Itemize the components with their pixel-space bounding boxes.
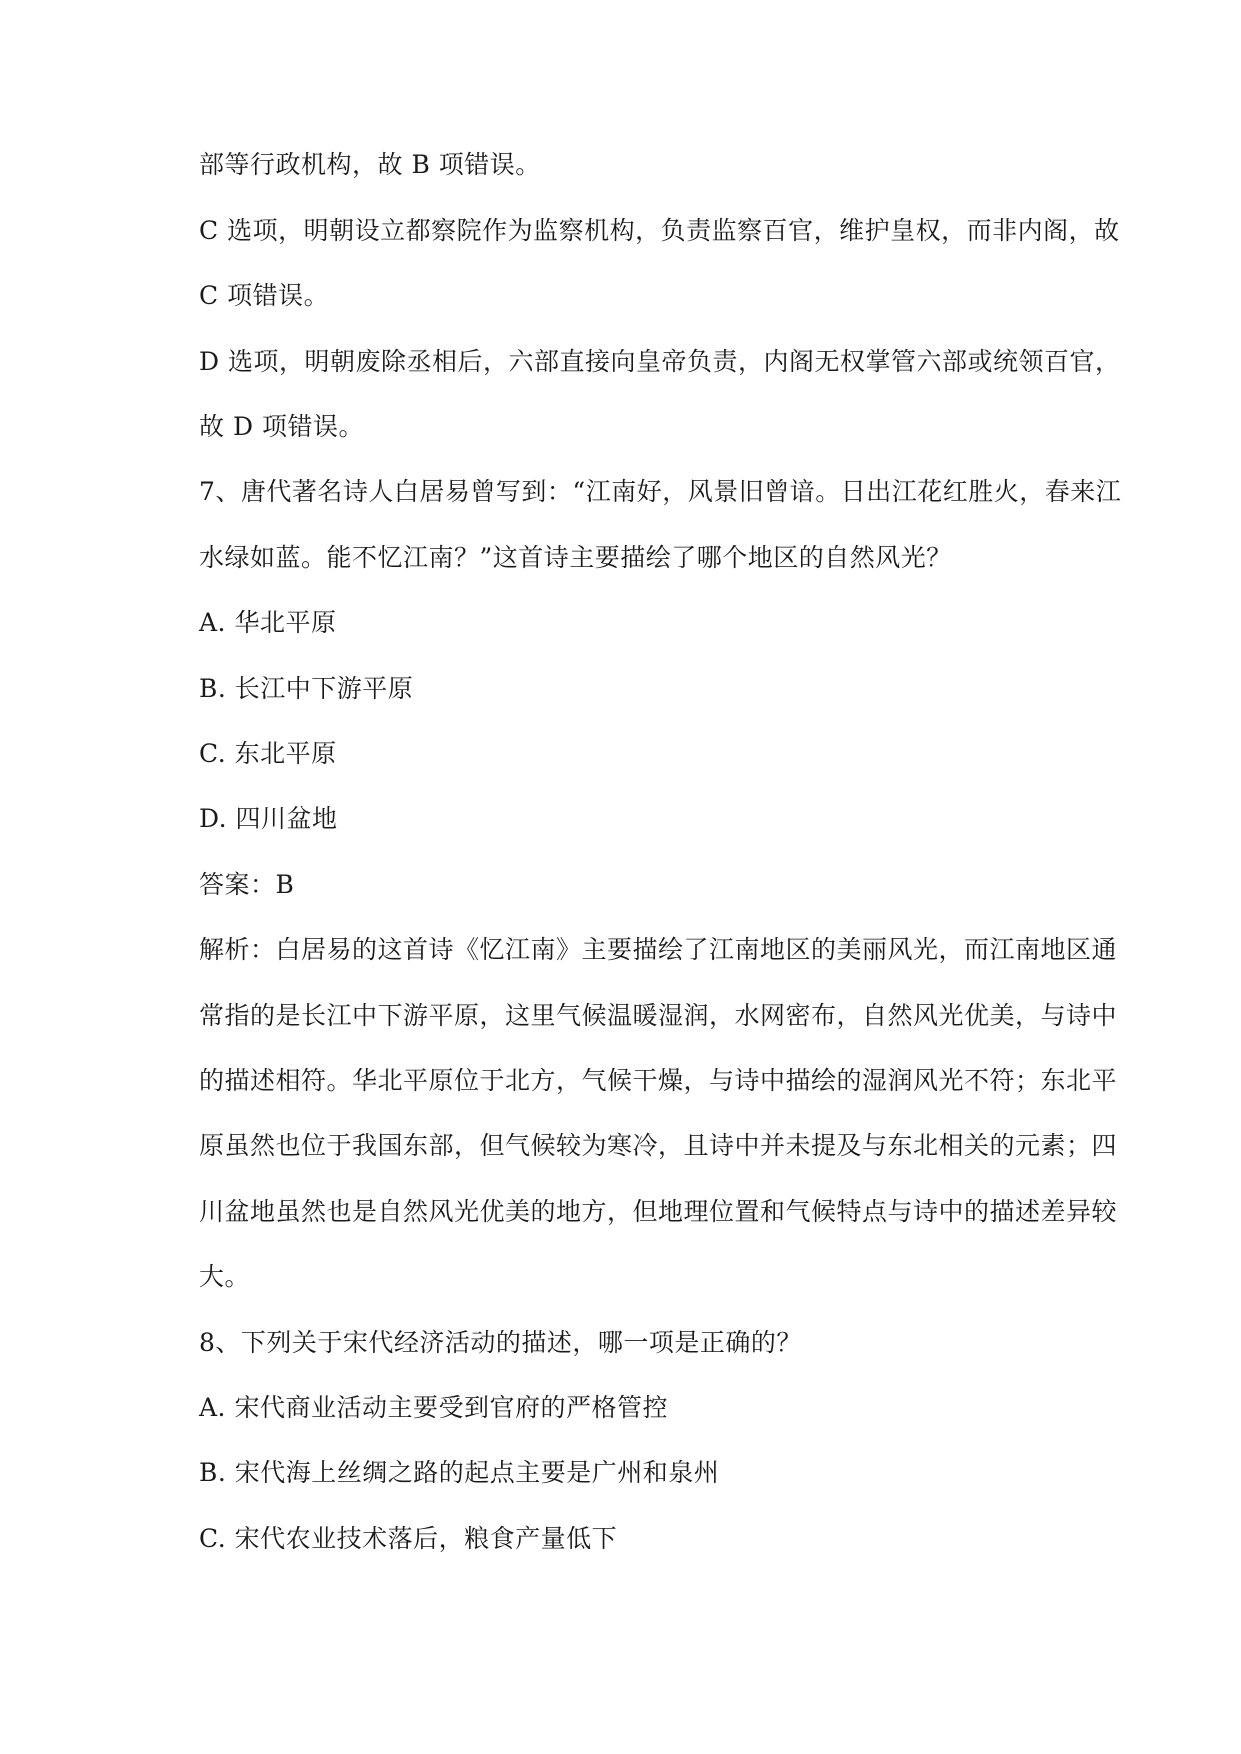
question-8-option-c: C. 宋代农业技术落后，粮食产量低下 — [199, 1524, 618, 1553]
text-line: C 选项，明朝设立都察院作为监察机构，负责监察百官，维护皇权，而非内阁，故 — [199, 216, 1120, 245]
question-7-analysis-line: 原虽然也位于我国东部，但气候较为寒冷，且诗中并未提及与东北相关的元素；四 — [199, 1131, 1118, 1160]
question-7-option-b: B. 长江中下游平原 — [199, 674, 414, 703]
question-8-option-b: B. 宋代海上丝绸之路的起点主要是广州和泉州 — [199, 1458, 720, 1487]
question-8-stem: 8、下列关于宋代经济活动的描述，哪一项是正确的？ — [199, 1328, 802, 1357]
question-7-analysis-line: 大。 — [199, 1262, 251, 1291]
question-7-stem-line-1: 7、唐代著名诗人白居易曾写到：“江南好，风景旧曾谙。日出江花红胜火，春来江 — [199, 477, 1122, 506]
question-7-option-c: C. 东北平原 — [199, 739, 337, 768]
question-7-analysis-line: 的描述相符。华北平原位于北方，气候干燥，与诗中描绘的湿润风光不符；东北平 — [199, 1066, 1118, 1095]
text-line: 部等行政机构，故 B 项错误。 — [199, 150, 541, 179]
question-7-option-d: D. 四川盆地 — [199, 804, 338, 833]
question-7-answer: 答案：B — [199, 870, 295, 899]
question-7-stem-line-2: 水绿如蓝。能不忆江南？”这首诗主要描绘了哪个地区的自然风光？ — [199, 543, 952, 572]
question-8-option-a: A. 宋代商业活动主要受到官府的严格管控 — [199, 1393, 668, 1422]
question-7-analysis-line: 川盆地虽然也是自然风光优美的地方，但地理位置和气候特点与诗中的描述差异较 — [199, 1197, 1118, 1226]
question-7-analysis-line: 解析：白居易的这首诗《忆江南》主要描绘了江南地区的美丽风光，而江南地区通 — [199, 935, 1118, 964]
question-7-analysis-line: 常指的是长江中下游平原，这里气候温暖湿润，水网密布，自然风光优美，与诗中 — [199, 1001, 1118, 1030]
text-line: D 选项，明朝废除丞相后，六部直接向皇帝负责，内阁无权掌管六部或统领百官， — [199, 347, 1121, 376]
question-7-option-a: A. 华北平原 — [199, 608, 337, 637]
text-line: 故 D 项错误。 — [199, 412, 364, 441]
text-line: C 项错误。 — [199, 281, 330, 310]
